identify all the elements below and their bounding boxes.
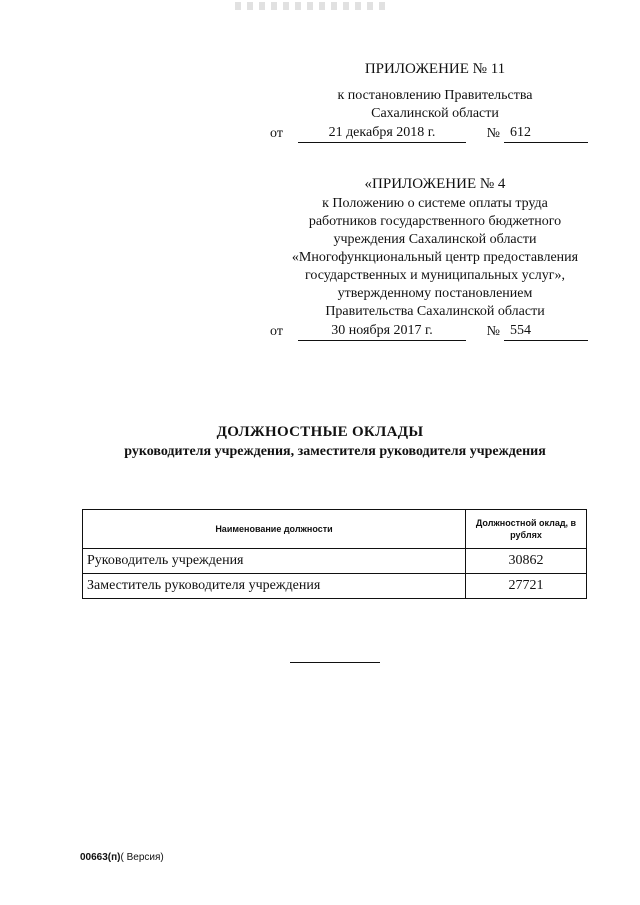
appendix-4-line: утвержденному постановлением	[337, 286, 533, 301]
decree-number: 554	[504, 322, 588, 341]
from-label: от	[270, 324, 283, 339]
from-label: от	[270, 126, 283, 141]
decree-number: 612	[504, 124, 588, 143]
appendix-4-heading: «ПРИЛОЖЕНИЕ № 4	[364, 176, 506, 192]
table-row	[83, 574, 587, 599]
appendix-11-line: к постановлению Правительства	[337, 88, 533, 103]
number-label: №	[486, 324, 500, 339]
appendix-4-line: государственных и муниципальных услуг»,	[304, 268, 566, 283]
appendix-4-line: работников государственного бюджетного	[308, 214, 562, 229]
appendix-11-heading: ПРИЛОЖЕНИЕ № 11	[364, 61, 506, 77]
document-title: ДОЛЖНОСТНЫЕ ОКЛАДЫ	[216, 424, 424, 440]
cell-position: Заместитель руководителя учреждения	[83, 574, 466, 599]
version-label: ( Версия)	[120, 852, 164, 863]
appendix-4-dateline	[270, 322, 600, 341]
document-code: 00663(п)	[80, 852, 121, 863]
header-salary: Должностной оклад, в рублях	[466, 510, 587, 549]
appendix-4-line: учреждения Сахалинской области	[333, 232, 537, 247]
appendix-4-line: к Положению о системе оплаты труда	[322, 196, 548, 211]
table-header-row	[83, 510, 587, 549]
header-position: Наименование должности	[83, 510, 466, 549]
number-label: №	[486, 126, 500, 141]
cell-salary: 30862	[466, 549, 587, 574]
appendix-4-block	[270, 175, 600, 341]
appendix-11-block	[270, 60, 600, 143]
table-row	[83, 549, 587, 574]
scan-artifact	[235, 2, 385, 10]
cell-salary: 27721	[466, 574, 587, 599]
end-separator	[290, 662, 380, 663]
salary-table	[82, 509, 587, 599]
appendix-11-dateline	[270, 124, 600, 143]
document-subtitle: руководителя учреждения, заместителя руководителя учреждения	[124, 444, 546, 459]
decree-date: 21 декабря 2018 г.	[298, 124, 466, 143]
appendix-4-line: «Многофункциональный центр предоставления	[291, 250, 579, 265]
decree-date: 30 ноября 2017 г.	[298, 322, 466, 341]
cell-position: Руководитель учреждения	[83, 549, 466, 574]
appendix-4-line: Правительства Сахалинской области	[325, 304, 545, 319]
appendix-11-line: Сахалинской области	[371, 106, 499, 121]
footer-code	[80, 852, 164, 863]
